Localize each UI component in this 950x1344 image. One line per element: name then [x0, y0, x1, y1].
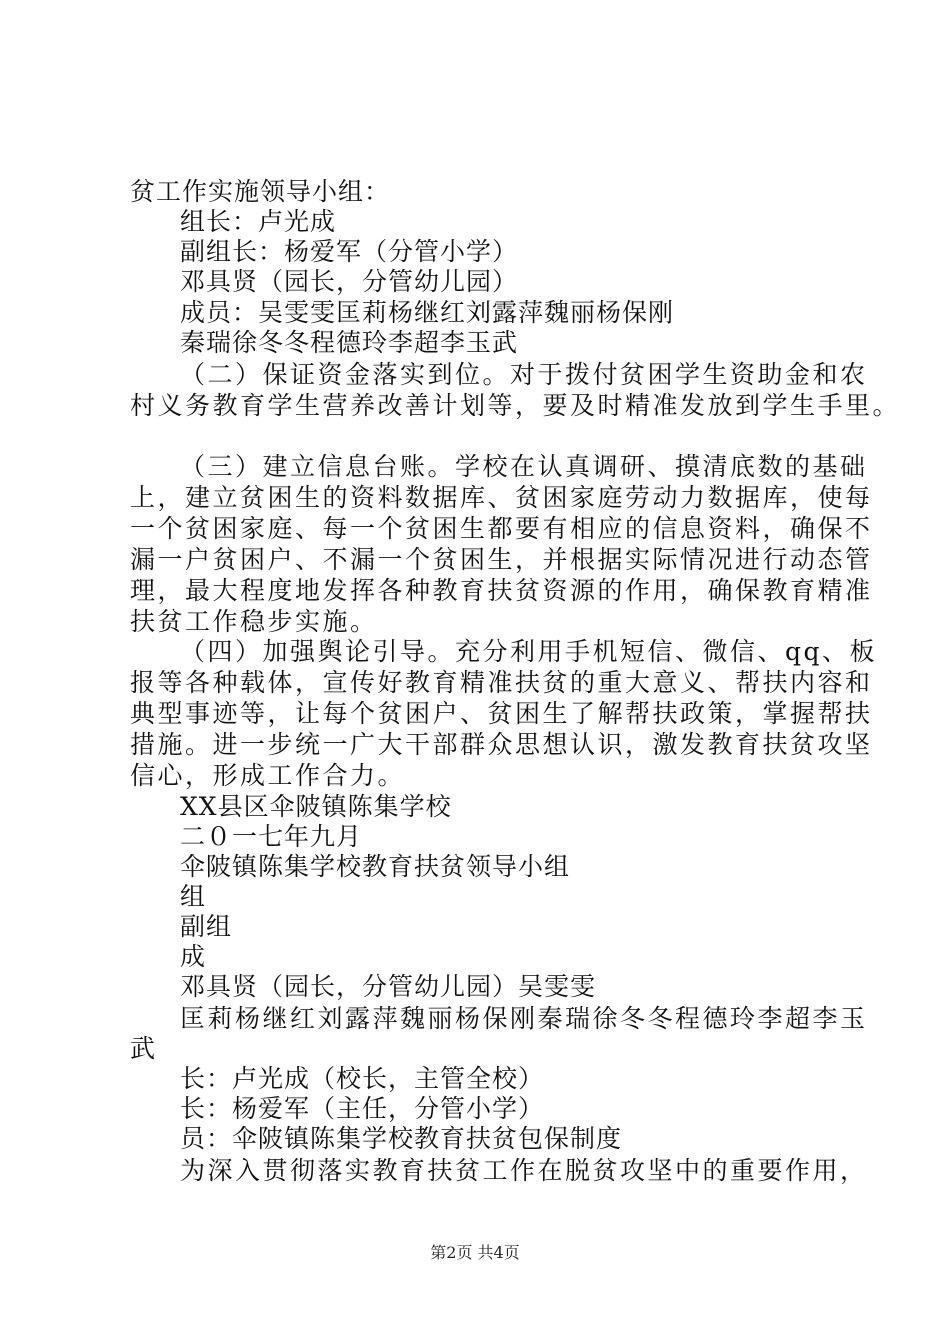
- text-line: 伞陂镇陈集学校教育扶贫领导小组: [180, 852, 571, 881]
- text-line: 组长：卢光成: [180, 207, 337, 236]
- text-line: 二０一七年九月: [180, 822, 363, 851]
- text-line: 员：伞陂镇陈集学校教育扶贫包保制度: [180, 1124, 623, 1153]
- text-line: 邓具贤（园长，分管幼儿园）吴雯雯: [180, 972, 597, 1001]
- text-line: 成: [180, 942, 207, 971]
- text-line: （二）保证资金落实到位。对于拨付贫困学生资助金和农: [180, 360, 868, 389]
- page-footer: 第2页 共4页: [430, 1243, 520, 1262]
- text-line: 为深入贯彻落实教育扶贫工作在脱贫攻坚中的重要作用，: [180, 1156, 868, 1185]
- text-line: XX县区伞陂镇陈集学校: [180, 792, 452, 821]
- text-line: 匡莉杨继红刘露萍魏丽杨保刚秦瑞徐冬冬程德玲李超李玉: [180, 1004, 868, 1033]
- text-line: 秦瑞徐冬冬程德玲李超李玉武: [180, 328, 519, 357]
- text-line: 成员：吴雯雯匡莉杨继红刘露萍魏丽杨保刚: [180, 298, 675, 327]
- text-line: 邓具贤（园长，分管幼儿园）: [180, 267, 519, 296]
- text-line: 报等各种载体，宣传好教育精准扶贫的重大意义、帮扶内容和: [130, 668, 873, 697]
- text-line: 长：卢光成（校长，主管全校）: [180, 1064, 545, 1093]
- text-line: 组: [180, 882, 207, 911]
- text-line: 长：杨爱军（主任，分管小学）: [180, 1094, 545, 1123]
- text-line: 一个贫困家庭、每一个贫困生都要有相应的信息资料，确保不: [130, 514, 873, 543]
- text-line: 扶贫工作稳步实施。: [130, 607, 378, 636]
- text-line: 漏一户贫困户、不漏一个贫困生，并根据实际情况进行动态管: [130, 545, 873, 574]
- text-line: 贫工作实施领导小组：: [130, 177, 391, 206]
- text-line: 武: [130, 1034, 157, 1063]
- text-line: （四）加强舆论引导。充分利用手机短信、微信、qq、板: [180, 637, 878, 666]
- text-line: 副组: [180, 912, 233, 941]
- text-line: 措施。进一步统一广大干部群众思想认识，激发教育扶贫攻坚: [130, 730, 873, 759]
- text-line: 理，最大程度地发挥各种教育扶贫资源的作用，确保教育精准: [130, 576, 873, 605]
- text-line: （三）建立信息台账。学校在认真调研、摸清底数的基础: [180, 452, 868, 481]
- text-line: 副组长：杨爱军（分管小学）: [180, 237, 519, 266]
- text-line: 信心，形成工作合力。: [130, 761, 406, 790]
- text-line: 上，建立贫困生的资料数据库、贫困家庭劳动力数据库，使每: [130, 483, 873, 512]
- text-line: 典型事迹等，让每个贫困户、贫困生了解帮扶政策，掌握帮扶: [130, 699, 873, 728]
- text-line: 村义务教育学生营养改善计划等，要及时精准发放到学生手里。: [130, 391, 901, 420]
